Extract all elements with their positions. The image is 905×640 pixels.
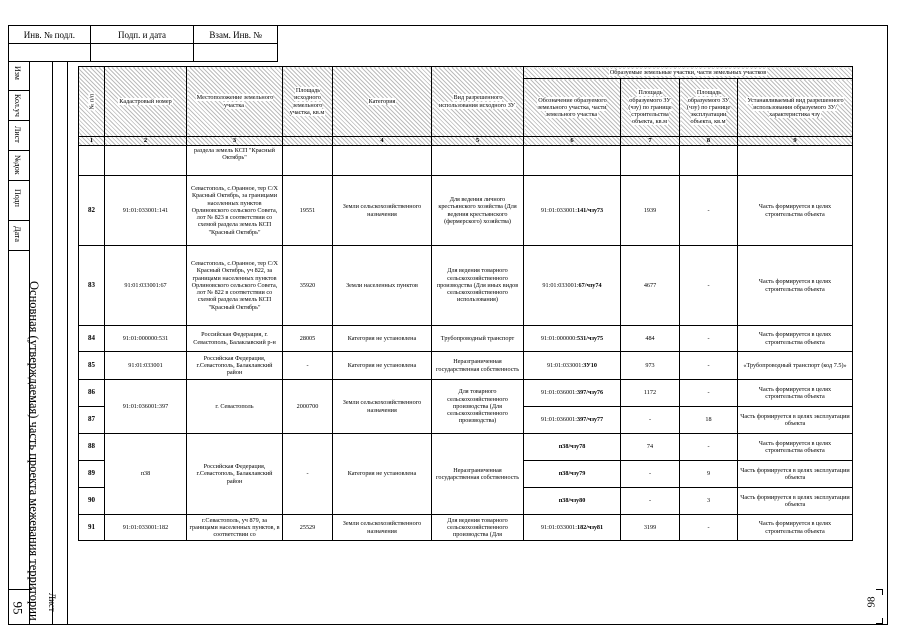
colnum-2: 2 xyxy=(105,137,187,146)
land-plots-table xyxy=(78,66,853,541)
vzam-label: Взам. Инв. № xyxy=(194,26,278,44)
row-area-exploit: - xyxy=(680,352,738,380)
page-number: 98 xyxy=(865,596,878,608)
row-area: - xyxy=(283,434,333,515)
row-area: 28005 xyxy=(283,326,333,352)
row-new-vri: Часть формируется в целях эксплуатации объекта xyxy=(738,461,853,488)
row-area-exploit: 9 xyxy=(680,461,738,488)
row-area-exploit: 3 xyxy=(680,488,738,515)
vzam-value xyxy=(194,44,278,62)
colnum-8: 8 xyxy=(680,137,738,146)
sheet-number: 95 xyxy=(10,601,26,615)
row-area-exploit: - xyxy=(680,246,738,326)
colnum-7: 7 xyxy=(621,137,680,146)
inv-value xyxy=(9,44,91,62)
row-designation: 91:01:036001:397/чзу76 xyxy=(524,380,621,407)
row-number: 88 xyxy=(79,434,105,461)
row-category: Земли сельскохозяйственного назначения xyxy=(333,380,432,434)
group-header: Образуемые земельные участки, части земельных участков xyxy=(524,67,853,79)
side-cell-data xyxy=(8,221,29,251)
row-area-build: 1172 xyxy=(621,380,680,407)
side-label-koluch: Кол.уч xyxy=(13,94,22,117)
row-area-build: 484 xyxy=(621,326,680,352)
row-designation: 91:01:036001:397/чзу77 xyxy=(524,407,621,434)
page-corner-mark-top xyxy=(876,589,883,595)
document-title: Основная (утверждаемая) часть проекта межевания территории xyxy=(27,281,41,621)
row-number: 84 xyxy=(79,326,105,352)
row-category: Земли сельскохозяйственного назначения xyxy=(333,176,432,246)
table-row xyxy=(79,326,853,352)
col-header-new-vri: Устанавливаемый вид разрешенного использования образуемого ЗУ/характеристика чзу xyxy=(738,79,853,137)
row-kad: 91:01:033001:141 xyxy=(105,176,187,246)
row-new-vri: Часть формируется в целях строительства объекта xyxy=(738,176,853,246)
row-kad: 91:01:033001:67 xyxy=(105,246,187,326)
row-new-vri: Часть формируется в целях строительства объекта xyxy=(738,246,853,326)
table-row xyxy=(79,246,853,326)
side-cell-ndok xyxy=(8,151,29,181)
col-header-category: Категория xyxy=(333,67,432,137)
side-cell-izm xyxy=(8,61,29,91)
row-kad: 91:01:033001 xyxy=(105,352,187,380)
row-area-build: 1939 xyxy=(621,176,680,246)
row-vri: Трубопроводный транспорт xyxy=(432,326,524,352)
col-header-designation: Обозначение образуемого земельного участка, части земельного участка xyxy=(524,79,621,137)
side-label-list: Лист xyxy=(13,126,22,143)
row-kad: 91:01:000000:531 xyxy=(105,326,187,352)
row-number: 82 xyxy=(79,176,105,246)
row-area-build: - xyxy=(621,407,680,434)
row-category: Земли сельскохозяйственного назначения xyxy=(333,515,432,541)
row-vri: Неразграниченная государственная собственность xyxy=(432,352,524,380)
row-vri: Для ведения личного крестьянского хозяйства (Для ведения крестьянского (фермерского) хозяйства) xyxy=(432,176,524,246)
row-designation: п38/чзу80 xyxy=(524,488,621,515)
column-number-row xyxy=(79,137,853,146)
row-area-exploit: - xyxy=(680,326,738,352)
col-header-area-build: Площадь образуемого ЗУ (чзу) по границе строительства объекта, кв.м xyxy=(621,79,680,137)
row-kad: 91:01:033001:182 xyxy=(105,515,187,541)
cont-address: раздела земель КСП "Красный Октябрь" xyxy=(187,146,283,176)
sign-value xyxy=(90,44,193,62)
table-row xyxy=(79,352,853,380)
row-designation: 91:01:033001:141/чзу73 xyxy=(524,176,621,246)
row-area-exploit: - xyxy=(680,176,738,246)
table-row xyxy=(79,380,853,407)
colnum-1: 1 xyxy=(79,137,105,146)
row-designation: 91:01:033001:67/чзу74 xyxy=(524,246,621,326)
row-area: 35920 xyxy=(283,246,333,326)
row-address: Севастополь, с.Оранное, тер С/Х Красный Октябрь, уч 822, за границами населенных пунктов Орлиновского сельского Совета, лот № 822 в соответствии со схемой раздела земель КСП "Красный Октябрь" xyxy=(187,246,283,326)
row-kad: 91:01:036001:397 xyxy=(105,380,187,434)
col-header-kad: Кадастровый номер xyxy=(105,67,187,137)
row-vri: Неразграниченная государственная собственность xyxy=(432,434,524,515)
side-label-izm: Изм xyxy=(13,66,22,80)
row-address: Российская Федерация, г.Севастополь, Балаклавский район xyxy=(187,434,283,515)
row-category: Категория не установлена xyxy=(333,352,432,380)
side-cell-koluch xyxy=(8,91,29,121)
table-row xyxy=(79,146,853,176)
col-header-vri: Вид разрешенного использования исходного ЗУ xyxy=(432,67,524,137)
row-area-exploit: - xyxy=(680,515,738,541)
page-corner-mark-bottom xyxy=(876,618,883,624)
side-divider-2 xyxy=(52,61,53,625)
row-vri: Для ведения товарного сельскохозяйственного производства (Для иных видов сельскохозяйственного использования) xyxy=(432,246,524,326)
sheet-label: Лист xyxy=(47,593,57,612)
row-number: 83 xyxy=(79,246,105,326)
row-designation: 91:01:033001:182/чзу81 xyxy=(524,515,621,541)
row-number: 87 xyxy=(79,407,105,434)
row-address: г.Севастополь, уч 879, за границами населенных пунктов, в соответствии со xyxy=(187,515,283,541)
col-header-address: Местоположение земельного участка xyxy=(187,67,283,137)
row-area-exploit: - xyxy=(680,434,738,461)
row-designation: 91:01:000000:531/чзу75 xyxy=(524,326,621,352)
row-designation: 91:01:033001:ЗУ10 xyxy=(524,352,621,380)
table-row xyxy=(79,434,853,461)
row-area: - xyxy=(283,352,333,380)
table-row xyxy=(79,515,853,541)
row-category: Категория не установлена xyxy=(333,434,432,515)
row-number: 86 xyxy=(79,380,105,407)
sheet-number-box xyxy=(8,589,32,624)
row-area: 25529 xyxy=(283,515,333,541)
top-stamp xyxy=(8,25,278,62)
row-address: Севастополь, с.Оранное, тер С/Х Красный Октябрь, за границами населенных пунктов Орлиновского сельского Совета, лот № 823 в соответствии со схемой раздела земель КСП "Красный Октябрь" xyxy=(187,176,283,246)
colnum-3: 3 xyxy=(187,137,283,146)
row-area: 19551 xyxy=(283,176,333,246)
colnum-5: 5 xyxy=(432,137,524,146)
row-new-vri: Часть формируется в целях строительства объекта xyxy=(738,515,853,541)
table-row xyxy=(79,176,853,246)
side-label-data: Дата xyxy=(13,226,22,242)
row-number: 85 xyxy=(79,352,105,380)
row-address: Российская Федерация, г. Севастополь, Балаклавский р-н xyxy=(187,326,283,352)
row-category: Категория не установлена xyxy=(333,326,432,352)
side-label-podp: Подп xyxy=(13,189,22,207)
row-area-build: - xyxy=(621,461,680,488)
row-area-exploit: - xyxy=(680,380,738,407)
row-category: Земли населенных пунктов xyxy=(333,246,432,326)
row-new-vri: Часть формируется в целях эксплуатации объекта xyxy=(738,407,853,434)
row-area-build: 4677 xyxy=(621,246,680,326)
row-area-build: 973 xyxy=(621,352,680,380)
row-designation: п38/чзу78 xyxy=(524,434,621,461)
row-number: 90 xyxy=(79,488,105,515)
row-kad: п38 xyxy=(105,434,187,515)
row-vri: Для товарного сельскохозяйственного производства (Для сельскохозяйственного производства) xyxy=(432,380,524,434)
row-designation: п38/чзу79 xyxy=(524,461,621,488)
row-vri: Для ведения товарного сельскохозяйственного производства (Для xyxy=(432,515,524,541)
row-address: г. Севастополь xyxy=(187,380,283,434)
row-new-vri: Часть формируется в целях эксплуатации объекта xyxy=(738,488,853,515)
sign-label: Подп. и дата xyxy=(90,26,193,44)
side-stamp xyxy=(8,61,68,625)
row-number: 91 xyxy=(79,515,105,541)
row-new-vri: Часть формируется в целях строительства объекта xyxy=(738,380,853,407)
row-area-build: 74 xyxy=(621,434,680,461)
col-header-area-exploit: Площадь образуемого ЗУ (чзу) по границе эксплуатации объекта, кв.м xyxy=(680,79,738,137)
row-new-vri: «Трубопроводный транспорт (код 7.5)» xyxy=(738,352,853,380)
col-header-num: № п/п xyxy=(79,67,105,137)
side-label-ndok: №док xyxy=(13,155,22,175)
row-area-exploit: 18 xyxy=(680,407,738,434)
colnum-blank xyxy=(283,137,333,146)
colnum-4: 4 xyxy=(333,137,432,146)
col-header-area: Площадь исходного земельного участка, кв.м xyxy=(283,67,333,137)
colnum-9: 9 xyxy=(738,137,853,146)
row-area-build: 3199 xyxy=(621,515,680,541)
side-cell-list xyxy=(8,121,29,151)
row-area: 2000700 xyxy=(283,380,333,434)
row-new-vri: Часть формируется в целях строительства объекта xyxy=(738,434,853,461)
row-number: 89 xyxy=(79,461,105,488)
colnum-6: 6 xyxy=(524,137,621,146)
row-area-build: - xyxy=(621,488,680,515)
row-new-vri: Часть формируется в целях строительства объекта xyxy=(738,326,853,352)
side-cell-podp xyxy=(8,181,29,221)
inv-label: Инв. № подл. xyxy=(9,26,91,44)
row-address: Российская Федерация, г.Севастополь, Балаклавский район xyxy=(187,352,283,380)
